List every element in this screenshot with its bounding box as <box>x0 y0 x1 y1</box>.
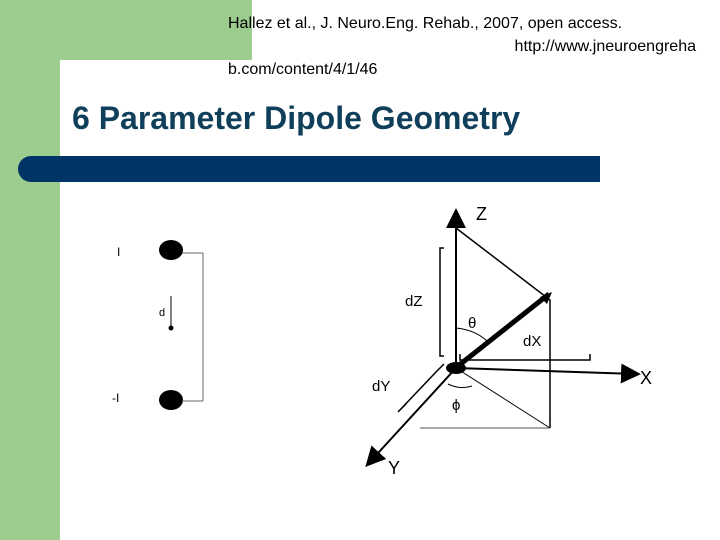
dz-bracket <box>440 248 444 356</box>
dx-label: dX <box>523 333 542 350</box>
x-axis-label: X <box>640 368 653 388</box>
citation-line-2: http://www.jneuroengreha <box>514 38 696 55</box>
phi-label: ϕ <box>452 397 461 414</box>
coordinate-diagram <box>368 204 652 478</box>
dipole-schematic <box>112 240 203 410</box>
z-axis-label: Z <box>476 204 487 224</box>
phi-arc <box>448 384 472 388</box>
x-axis <box>456 368 637 374</box>
top-accent-band <box>60 0 252 60</box>
slide-title: 6 Parameter Dipole Geometry <box>72 100 521 136</box>
y-axis-label: Y <box>388 458 401 478</box>
label-minus-I: -I <box>112 391 120 405</box>
origin-dot <box>446 362 466 374</box>
citation-line-3: b.com/content/4/1/46 <box>228 61 378 78</box>
dipole-geometry-figure <box>100 196 680 486</box>
negative-charge <box>159 390 183 410</box>
label-d: d <box>159 307 166 319</box>
title-rule-bar <box>18 156 600 182</box>
dy-label: dY <box>372 378 391 395</box>
label-I: I <box>117 245 121 259</box>
theta-label: θ <box>468 315 477 332</box>
left-accent-band <box>0 0 60 540</box>
projection-base-line <box>456 368 550 428</box>
citation <box>228 12 708 81</box>
citation-line-1: Hallez et al., J. Neuro.Eng. Rehab., 2007, open access. <box>228 15 623 32</box>
dz-label: dZ <box>405 293 423 310</box>
dx-bracket <box>460 354 590 360</box>
positive-charge <box>159 240 183 260</box>
dipole-center <box>169 326 174 331</box>
